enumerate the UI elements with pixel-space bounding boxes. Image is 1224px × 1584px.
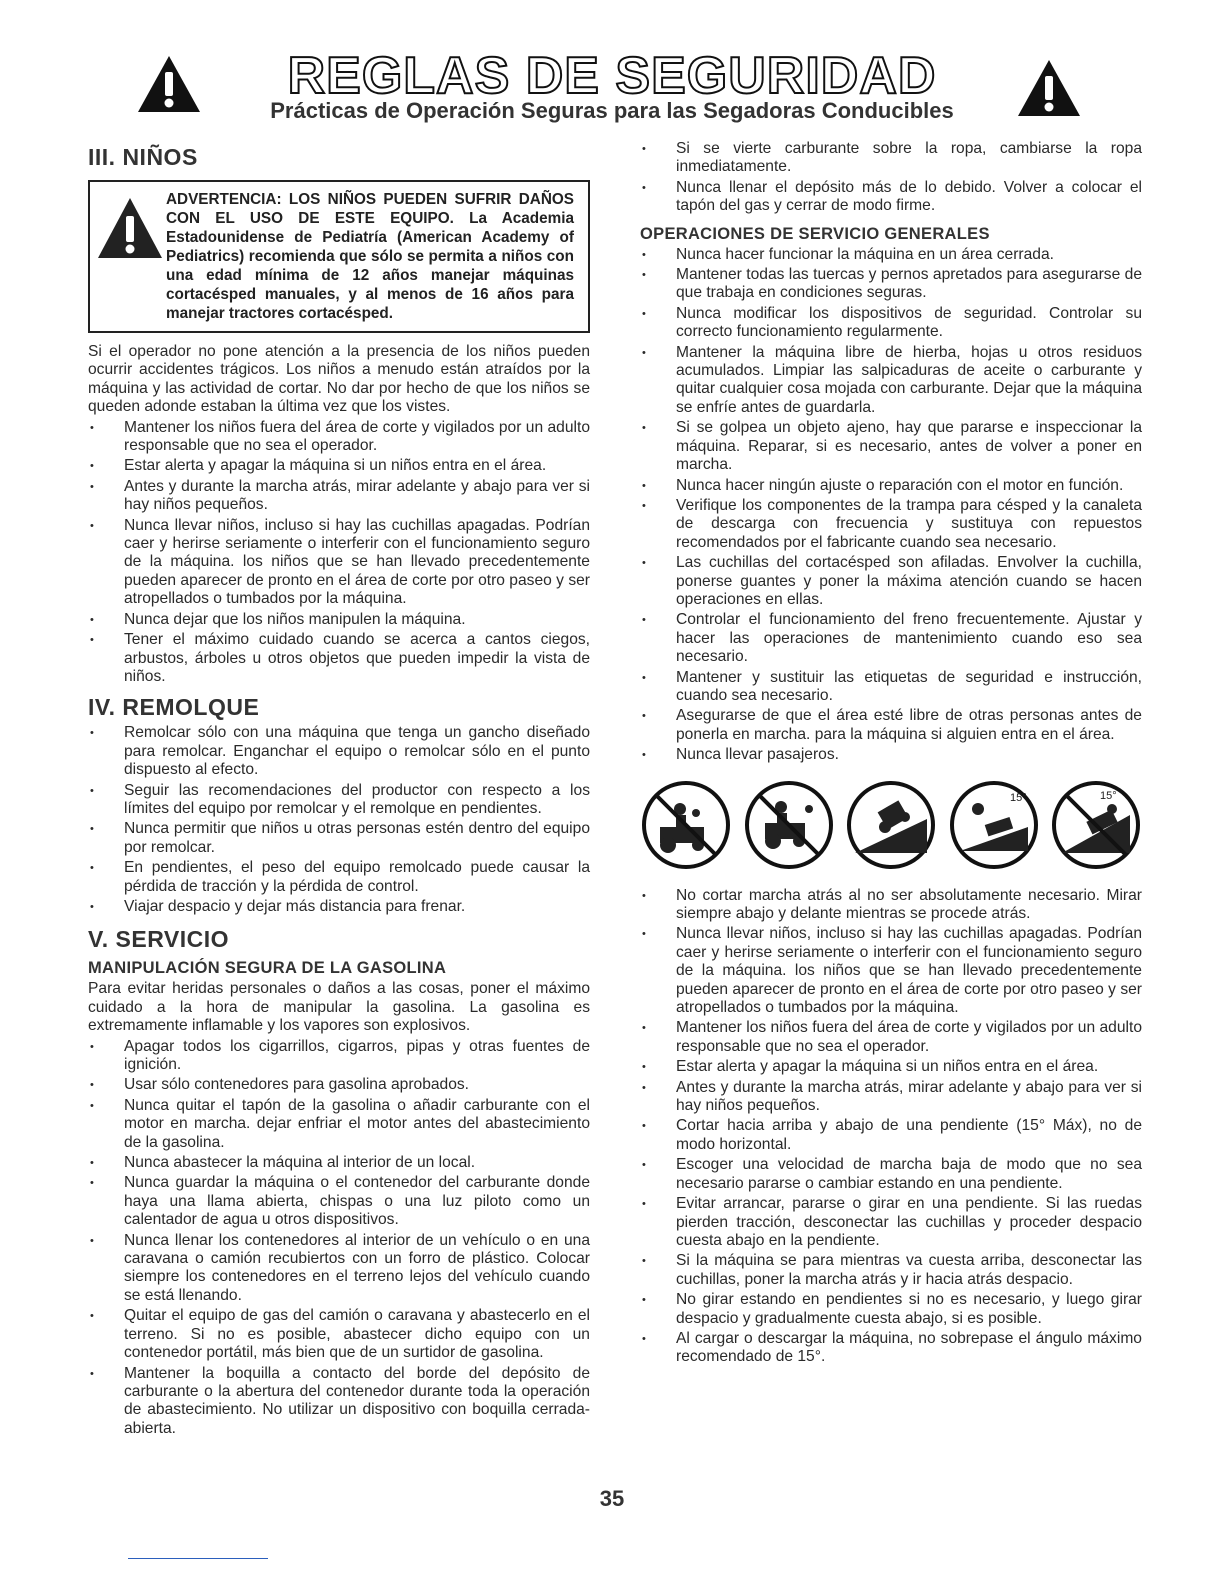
list-item: • Nunca abastecer la máquina al interior de un local. xyxy=(88,1154,590,1172)
fuel-list-continued xyxy=(640,140,1142,216)
list-item: • Nunca llenar los contenedores al interior de un vehículo o en una caravana o camión recubiertos con un forro de plástico. Colocar siempre los contenedores en el terreno lejos del vehículo cuando se está llenando. xyxy=(88,1232,590,1306)
safety-pictograms xyxy=(640,779,1142,871)
remolque-list xyxy=(88,724,590,916)
list-item: • Nunca dejar que los niños manipulen la máquina. xyxy=(88,611,590,629)
gasolina-list xyxy=(88,1038,590,1439)
list-item: • En pendientes, el peso del equipo remolcado puede causar la pérdida de tracción y la pérdida de control. xyxy=(88,859,590,896)
list-item: • Asegurarse de que el área esté libre de otras personas antes de ponerla en marcha. para la máquina si alguien entra en el área. xyxy=(640,707,1142,744)
section-heading-ninos: III. NIÑOS xyxy=(88,144,198,170)
slope-rollover-icon xyxy=(845,779,937,871)
list-item: • Mantener todas las tuercas y pernos apretados para asegurarse de que trabaja en condiciones seguras. xyxy=(640,266,1142,303)
angle-label: 15° xyxy=(1100,789,1117,802)
warning-triangle-icon xyxy=(96,196,164,260)
list-item: • Mantener los niños fuera del área de corte y vigilados por un adulto responsable que no sea el operador. xyxy=(640,1019,1142,1056)
list-item: • Nunca llenar el depósito más de lo debido. Volver a colocar el tapón del gas y cerrar de modo firme. xyxy=(640,179,1142,216)
list-item: • Nunca quitar el tapón de la gasolina o añadir carburante con el motor en marcha. dejar enfriar el motor antes del abastecimiento de la gasolina. xyxy=(88,1097,590,1152)
angle-label: 15° xyxy=(1009,791,1027,804)
slope-up-down-icon xyxy=(1050,779,1142,871)
list-item: • Nunca hacer funcionar la máquina en un área cerrada. xyxy=(640,246,1142,264)
list-item: • No girar estando en pendientes si no es necesario, y luego girar despacio y gradualmente cuesta abajo, si es posible. xyxy=(640,1291,1142,1328)
page-number: 35 xyxy=(599,1486,625,1511)
list-item: • Mantener la boquilla a contacto del borde del depósito de carburante o la abertura del contenedor durante toda la operación de abastecimiento. No utilizar un dispositivo con boquilla cerrada-abierta. xyxy=(88,1365,590,1439)
right-column xyxy=(640,140,1142,1369)
list-item: • Antes y durante la marcha atrás, mirar adelante y abajo para ver si hay niños pequeños. xyxy=(88,478,590,515)
list-item: • Estar alerta y apagar la máquina si un niños entra en el área. xyxy=(640,1058,1142,1076)
list-item: • Evitar arrancar, pararse o girar en una pendiente. Si las ruedas pierden tracción, desconectar las cuchillas y proceder despacio cuesta abajo en la pendiente. xyxy=(640,1195,1142,1250)
list-item: • Tener el máximo cuidado cuando se acerca a cantos ciegos, arbustos, árboles u otros objetos que pueden impedir la vista de niños. xyxy=(88,631,590,686)
footer-divider xyxy=(128,1558,268,1559)
no-children-icon xyxy=(743,779,835,871)
list-item: • Quitar el equipo de gas del camión o caravana y abastecerlo en el terreno. Si no es posible, abastecer dicho equipo con un contenedor portátil, más bien que de un surtidor de gasolina. xyxy=(88,1307,590,1362)
page-title: REGLAS DE SEGURIDAD xyxy=(287,47,937,105)
list-item: • Mantener y sustituir las etiquetas de seguridad e instrucción, cuando sea necesario. xyxy=(640,669,1142,706)
list-item: • Nunca llevar niños, incluso si hay las cuchillas apagadas. Podrían caer y herirse seriamente o interferir con el funcionamiento seguro de la máquina. los niños que se han llevado precedentemente pueden aparecer de pronto en el área de corte por otro paseo y ser atropellados o tumbados por la máquina. xyxy=(640,925,1142,1017)
list-item: • Seguir las recomendaciones del productor con respecto a los límites del equipo por remolcar y el remolque en pendientes. xyxy=(88,782,590,819)
list-item: • Nunca permitir que niños u otras personas estén dentro del equipo por remolcar. xyxy=(88,820,590,857)
list-item: • Nunca modificar los dispositivos de seguridad. Controlar su correcto funcionamiento regularmente. xyxy=(640,305,1142,342)
subheading-operaciones: OPERACIONES DE SERVICIO GENERALES xyxy=(640,224,990,243)
list-item: • Cortar hacia arriba y abajo de una pendiente (15° Máx), no de modo horizontal. xyxy=(640,1117,1142,1154)
list-item: • Nunca hacer ningún ajuste o reparación con el motor en función. xyxy=(640,477,1142,495)
list-item: • Las cuchillas del cortacésped son afiladas. Envolver la cuchilla, ponerse guantes y poner la máxima atención cuando se hacen operaciones en ellas. xyxy=(640,554,1142,609)
list-item: • Estar alerta y apagar la máquina si un niños entra en el área. xyxy=(88,457,590,475)
page-subtitle: Prácticas de Operación Seguras para las Segadoras Conducibles xyxy=(270,98,954,123)
list-item: • Usar sólo contenedores para gasolina aprobados. xyxy=(88,1076,590,1094)
list-item: • Al cargar o descargar la máquina, no sobrepase el ángulo máximo recomendado de 15°. xyxy=(640,1330,1142,1367)
list-item: • Nunca guardar la máquina o el contenedor del carburante donde haya una llama abierta, chispas o una luz piloto como un calentador de agua u otros dispositivos. xyxy=(88,1174,590,1229)
ninos-intro: Si el operador no pone atención a la presencia de los niños pueden ocurrir accidentes trágicos. Los niños a menudo están atraídos por la máquina y las actividad de cortar. No dar por hecho de que los niños se queden adonde estaban la última vez que los vistes. xyxy=(88,343,590,416)
list-item: • Escoger una velocidad de marcha baja de modo que no sea necesario pararse o cambiar estando en una pendiente. xyxy=(640,1156,1142,1193)
list-item: • Viajar despacio y dejar más distancia para frenar. xyxy=(88,898,590,916)
list-item: • Si la máquina se para mientras va cuesta arriba, desconectar las cuchillas, poner la marcha atrás y ir hacia atrás despacio. xyxy=(640,1252,1142,1289)
subheading-gasolina: MANIPULACIÓN SEGURA DE LA GASOLINA xyxy=(88,959,447,978)
list-item: • Controlar el funcionamiento del freno frecuentemente. Ajustar y hacer las operaciones de mantenimiento cuando eso sea necesario. xyxy=(640,611,1142,666)
list-item: • Verifique los componentes de la trampa para césped y la canaleta de descarga con frecuencia y sustituya con repuestos recomendados por el fabricante cuando sea necesario. xyxy=(640,497,1142,552)
section-heading-remolque: IV. REMOLQUE xyxy=(88,694,260,721)
list-item: • Si se golpea un objeto ajeno, hay que pararse e inspeccionar la máquina. Reparar, si es necesario, antes de volver a poner en marcha. xyxy=(640,419,1142,474)
list-item: • Antes y durante la marcha atrás, mirar adelante y abajo para ver si hay niños pequeños. xyxy=(640,1079,1142,1116)
servicio-intro: Para evitar heridas personales o daños a las cosas, poner el máximo cuidado a la hora de manipular la gasolina. La gasolina es extremamente inflamable y los vapores son explosivos. xyxy=(88,980,590,1035)
no-passengers-icon xyxy=(640,779,732,871)
list-item: • Nunca llevar niños, incluso si hay las cuchillas apagadas. Podrían caer y herirse seriamente o interferir con el funcionamiento seguro de la máquina. los niños que se han llevado precedentemente pueden aparecer de pronto en el área de corte por otro paseo y ser atropellados o tumbados por la máquina. xyxy=(88,517,590,609)
section-heading-servicio: V. SERVICIO xyxy=(88,926,230,953)
operaciones-list xyxy=(640,246,1142,765)
list-item: • Nunca llevar pasajeros. xyxy=(640,746,1142,764)
list-item: • Remolcar sólo con una máquina que tenga un gancho diseñado para remolcar. Enganchar el equipo o remolcar sólo en el punto dispuesto al efecto. xyxy=(88,724,590,779)
slope-limit-icon xyxy=(948,779,1040,871)
list-item: • Apagar todos los cigarrillos, cigarros, pipas y otras fuentes de ignición. xyxy=(88,1038,590,1075)
slope-list xyxy=(640,887,1142,1367)
list-item: • Mantener los niños fuera del área de corte y vigilados por un adulto responsable que no sea el operador. xyxy=(88,419,590,456)
page-header xyxy=(0,48,1224,128)
left-column xyxy=(88,140,590,1440)
warning-box xyxy=(88,180,590,333)
list-item: • Si se vierte carburante sobre la ropa, cambiarse la ropa inmediatamente. xyxy=(640,140,1142,177)
list-item: • Mantener la máquina libre de hierba, hojas u otros residuos acumulados. Limpiar las salpicaduras de aceite o carburante y quitar cualquier cosa mojada con carburante. Dejar que la máquina se enfríe antes de guardarla. xyxy=(640,344,1142,418)
list-item: • No cortar marcha atrás al no ser absolutamente necesario. Mirar siempre abajo y delante mientras se procede atrás. xyxy=(640,887,1142,924)
warning-text: ADVERTENCIA: LOS NIÑOS PUEDEN SUFRIR DAÑOS CON EL USO DE ESTE EQUIPO. La Academia Estadounidense de Pediatría (American Academy of Pediatrics) recomienda que sólo se permita a niños con una edad mínima de 12 años manejar máquinas cortacésped manuales, y al menos de 16 años para manejar tractores cortacésped. xyxy=(166,191,574,322)
warning-triangle-icon xyxy=(1016,58,1082,118)
ninos-list xyxy=(88,419,590,687)
